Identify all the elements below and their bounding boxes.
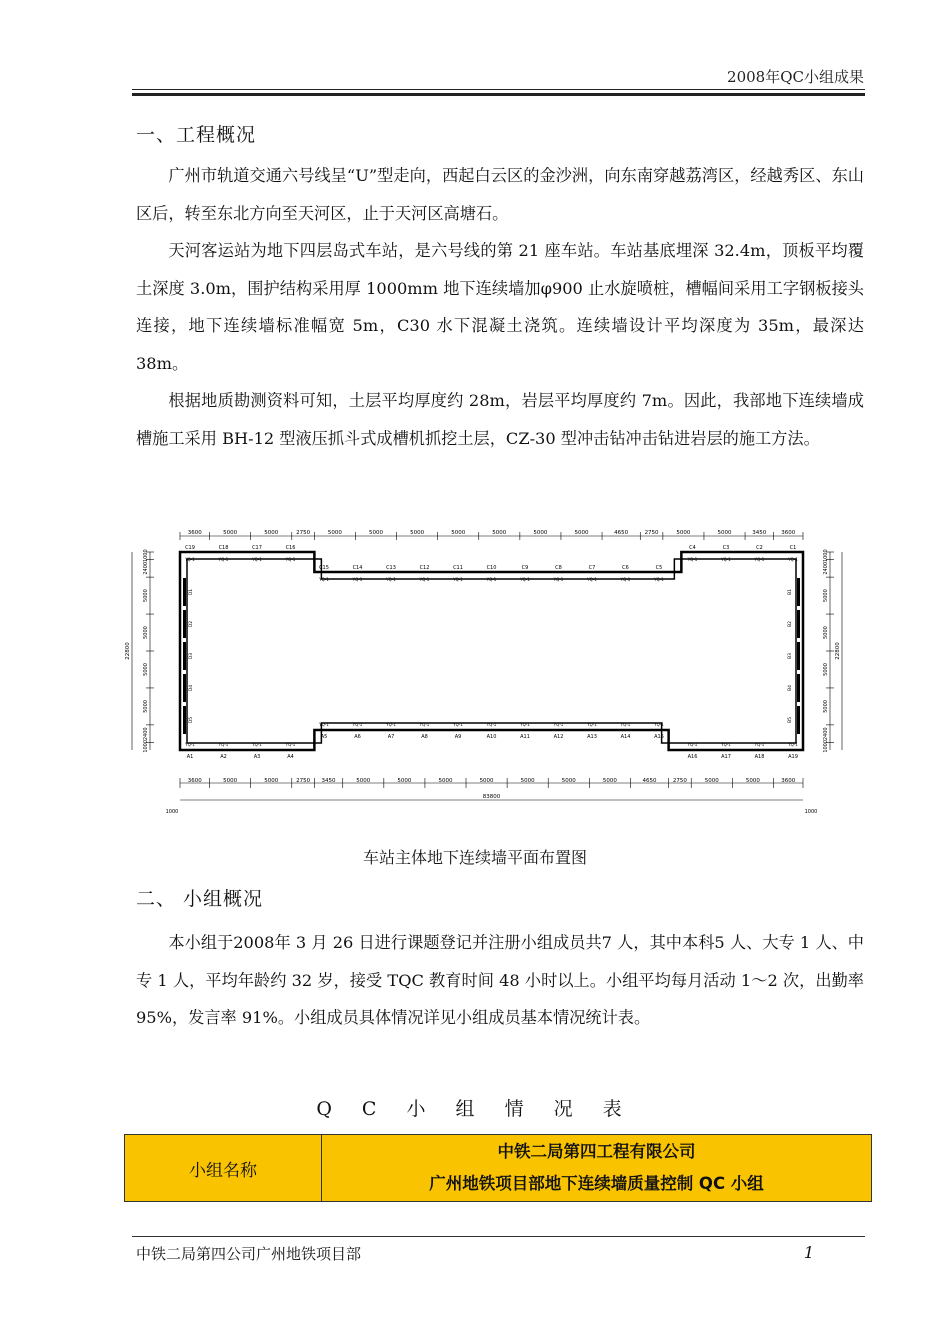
bottom-dimension-label: 5000 [397,778,412,784]
left-panel-label: D3 [189,652,194,660]
right-joint-mark [797,706,800,734]
bottom-panel-tag: YQ-1 [620,722,631,727]
left-joint-mark [183,706,186,734]
right-joint-mark [797,610,800,638]
bottom-panel-label: A2 [220,754,227,760]
wall-outline-inner [187,559,796,743]
top-panel-label: C17 [252,545,262,551]
bottom-panel-label: A19 [788,754,798,760]
top-dimension-label: 2750 [644,530,659,536]
bottom-dimension-label: 2750 [672,778,687,784]
top-panel-label: C12 [419,565,430,571]
table-row [125,1135,872,1202]
bottom-panel-label: A10 [486,734,497,740]
header-rule-thin [132,89,865,90]
bottom-panel-label: A5 [320,734,328,740]
top-panel-tag: YQ-1 [252,557,262,562]
top-dimension-label: 5000 [492,530,507,536]
top-panel-tag: YQ-1 [721,557,731,562]
left-dimension-label: 1000 [143,549,149,563]
bottom-panel-tag: YQ-1 [486,722,497,727]
left-panel-label: D5 [189,716,194,724]
bottom-panel-label: A9 [454,734,462,740]
top-panel-tag: YQ-1 [386,577,396,582]
left-dimension-label: 1000 [143,739,149,753]
right-dimension-label: 2400 [823,561,829,575]
bottom-panel-label: A11 [520,734,530,740]
top-panel-tag: YQ-1 [352,577,363,582]
right-dimension-label: 5000 [823,589,829,602]
left-joint-mark [183,674,186,702]
top-panel-label: C4 [689,545,696,551]
right-panel-label: B2 [788,621,793,627]
top-panel-label: C1 [789,545,797,551]
bottom-panel-tag: YQ-1 [185,742,195,747]
left-dimension-label: 5000 [143,589,149,602]
left-dimension-label: 2400 [143,727,149,741]
section1-paragraph-2: 天河客运站为地下四层岛式车站，是六号线的第 21 座车站。车站基底埋深 32.4m，顶板平均覆土深度 3.0m，围护结构采用厚 1000mm 地下连续墙加φ900 止水旋喷桩，槽幅间采用工字钢板接头连接，地下连续墙标准幅宽 5m，C30 水下混凝土浇筑。连续墙设计平均深度为 35m，最深达 38m。 [136,241,864,373]
top-panel-label: C15 [319,565,329,571]
left-dimension-label: 5000 [143,626,149,639]
top-dimension-label: 5000 [574,530,589,536]
top-panel-label: C13 [386,565,396,571]
bottom-dimension-label: 2750 [296,778,311,784]
top-dimension-label: 5000 [369,530,384,536]
left-joint-mark [183,610,186,638]
bottom-dimension-label: 5000 [561,778,576,784]
top-panel-tag: YQ-1 [520,577,530,582]
bottom-dimension-label: 5000 [602,778,617,784]
right-dimension-label: 2400 [823,727,829,741]
bottom-panel-label: A16 [687,754,698,760]
bottom-panel-tag: YQ-1 [687,742,698,747]
top-panel-label: C2 [756,545,763,551]
bottom-panel-label: A18 [754,754,765,760]
bottom-panel-tag: YQ-1 [319,722,329,727]
right-panel-label: B5 [788,717,793,723]
left-panel-label: D4 [189,684,194,692]
right-joint-mark [797,642,800,670]
bottom-dimension-label: 5000 [745,778,760,784]
bottom-panel-label: A1 [186,754,194,760]
section1-heading: 一、工程概况 [136,124,257,146]
top-panel-tag: YQ-1 [687,557,698,562]
bottom-panel-tag: YQ-1 [419,722,430,727]
left-dimension-label: 5000 [143,663,149,676]
bottom-dimension-label: 5000 [704,778,719,784]
bottom-panel-label: A6 [354,734,361,740]
bottom-panel-label: A7 [387,734,395,740]
bottom-panel-tag: YQ-1 [654,722,664,727]
top-dimension-label: 3450 [752,530,767,536]
right-overall-label: 22800 [835,642,841,660]
left-panel-label: D1 [189,588,194,596]
bottom-panel-tag: YQ-1 [754,742,765,747]
page-number: 1 [803,1243,814,1262]
group-name-line-2: 广州地铁项目部地下连续墙质量控制 QC 小组 [429,1174,764,1193]
right-dimension-label: 1000 [823,549,829,563]
bottom-panel-tag: YQ-1 [386,722,396,727]
top-panel-tag: YQ-1 [319,577,329,582]
right-panel-label: B3 [788,653,793,659]
top-dimension-label: 5000 [451,530,466,536]
wall-plan-drawing [120,528,860,828]
top-panel-tag: YQ-1 [587,577,597,582]
top-panel-label: C7 [588,565,596,571]
top-panel-label: C16 [285,545,296,551]
top-dimension-label: 5000 [223,530,238,536]
right-panel-label: B4 [788,685,793,691]
bottom-panel-label: A12 [553,734,564,740]
top-panel-tag: YQ-1 [285,557,296,562]
bottom-dimension-label: 5000 [223,778,238,784]
bottom-panel-tag: YQ-1 [453,722,463,727]
end-dimension-left: 1000 [165,809,179,815]
right-dimension-label: 1000 [823,739,829,753]
right-panel-label: B1 [788,589,793,595]
bottom-panel-label: A4 [287,754,294,760]
group-name-label: 小组名称 [125,1135,322,1202]
top-panel-tag: YQ-1 [620,577,631,582]
top-panel-label: C5 [655,565,663,571]
bottom-panel-tag: YQ-1 [721,742,731,747]
top-panel-label: C18 [218,545,229,551]
top-panel-label: C6 [622,565,629,571]
top-panel-tag: YQ-1 [654,577,664,582]
top-dimension-label: 5000 [410,530,425,536]
top-panel-tag: YQ-1 [218,557,229,562]
bottom-panel-tag: YQ-1 [553,722,564,727]
wall-plan-figure [120,528,860,828]
top-panel-label: C10 [486,565,497,571]
top-dimension-label: 2750 [296,530,311,536]
top-panel-label: C11 [453,565,463,571]
bottom-panel-label: A14 [620,734,631,740]
qc-group-table [124,1134,872,1202]
section1-paragraph-1: 广州市轨道交通六号线呈“U”型走向，西起白云区的金沙洲，向东南穿越荔湾区，经越秀区、东山区后，转至东北方向至天河区，止于天河区高塘石。 [136,166,864,223]
bottom-dimension-label: 5000 [264,778,279,784]
overall-length-label: 83800 [482,794,501,800]
bottom-dimension-label: 5000 [356,778,371,784]
right-joint-mark [797,674,800,702]
table-title: Q C 小 组 情 况 表 [316,1098,634,1120]
top-panel-label: C9 [521,565,529,571]
bottom-panel-tag: YQ-1 [788,742,798,747]
top-dimension-label: 3600 [187,530,202,536]
footer-rule [132,1236,865,1237]
left-joint-mark [183,578,186,606]
header-rule-thick [132,93,865,96]
top-dimension-label: 4650 [614,530,629,536]
left-overall-label: 22800 [125,642,131,660]
top-panel-tag: YQ-1 [788,557,798,562]
figure-caption: 车站主体地下连续墙平面布置图 [362,848,587,867]
bottom-dimension-label: 5000 [438,778,453,784]
left-joint-mark [183,642,186,670]
bottom-panel-label: A13 [587,734,597,740]
top-dimension-label: 5000 [533,530,548,536]
top-panel-label: C3 [722,545,730,551]
bottom-panel-tag: YQ-1 [252,742,262,747]
end-dimension-right: 1000 [804,809,818,815]
top-dimension-label: 5000 [676,530,691,536]
bottom-dimension-label: 4650 [642,778,657,784]
right-joint-mark [797,578,800,606]
bottom-dimension-label: 5000 [520,778,535,784]
section2-paragraph: 本小组于2008年 3 月 26 日进行课题登记并注册小组成员共7 人，其中本科5 人、大专 1 人、中专 1 人，平均年龄约 32 岁，接受 TQC 教育时间 48 小时以上。小组平均每月活动 1～2 次，出勤率 95%，发言率 91%。小组成员具体情况详见小组成员基本情况统计表。 [136,933,864,1027]
right-dimension-label: 5000 [823,626,829,639]
left-dimension-label: 2400 [143,561,149,575]
right-dimension-label: 5000 [823,663,829,676]
top-dimension-label: 5000 [717,530,732,536]
bottom-panel-tag: YQ-1 [520,722,530,727]
bottom-dimension-label: 3600 [187,778,202,784]
section2-heading: 二、 小组概况 [136,888,264,910]
top-panel-tag: YQ-1 [553,577,564,582]
top-dimension-label: 3600 [781,530,796,536]
bottom-dimension-label: 3600 [781,778,796,784]
bottom-panel-tag: YQ-1 [587,722,597,727]
bottom-panel-tag: YQ-1 [218,742,229,747]
bottom-panel-tag: YQ-1 [285,742,296,747]
bottom-panel-tag: YQ-1 [352,722,363,727]
group-name-value [322,1135,872,1202]
right-dimension-label: 5000 [823,700,829,713]
page-header-text: 2008年QC小组成果 [727,68,864,86]
top-dimension-label: 5000 [327,530,342,536]
bottom-panel-label: A17 [721,754,731,760]
left-panel-label: D2 [189,620,194,628]
bottom-dimension-label: 5000 [479,778,494,784]
bottom-dimension-label: 3450 [321,778,336,784]
top-panel-label: C14 [352,565,363,571]
top-panel-tag: YQ-1 [453,577,463,582]
top-panel-tag: YQ-1 [185,557,195,562]
top-panel-tag: YQ-1 [419,577,430,582]
top-panel-label: C19 [185,545,195,551]
bottom-panel-label: A3 [253,754,261,760]
left-dimension-label: 5000 [143,700,149,713]
top-panel-tag: YQ-1 [754,557,765,562]
top-panel-tag: YQ-1 [486,577,497,582]
top-dimension-label: 5000 [264,530,279,536]
group-name-line-1: 中铁二局第四工程有限公司 [497,1142,696,1161]
top-panel-label: C8 [555,565,562,571]
section1-paragraph-3: 根据地质勘测资料可知，土层平均厚度约 28m，岩层平均厚度约 7m。因此，我部地下连续墙成槽施工采用 BH-12 型液压抓斗式成槽机抓挖土层，CZ-30 型冲击钻冲击钻进岩层的施工方法。 [136,391,864,448]
bottom-panel-label: A8 [421,734,428,740]
bottom-panel-label: A15 [654,734,664,740]
footer-left-text: 中铁二局第四公司广州地铁项目部 [136,1245,362,1263]
